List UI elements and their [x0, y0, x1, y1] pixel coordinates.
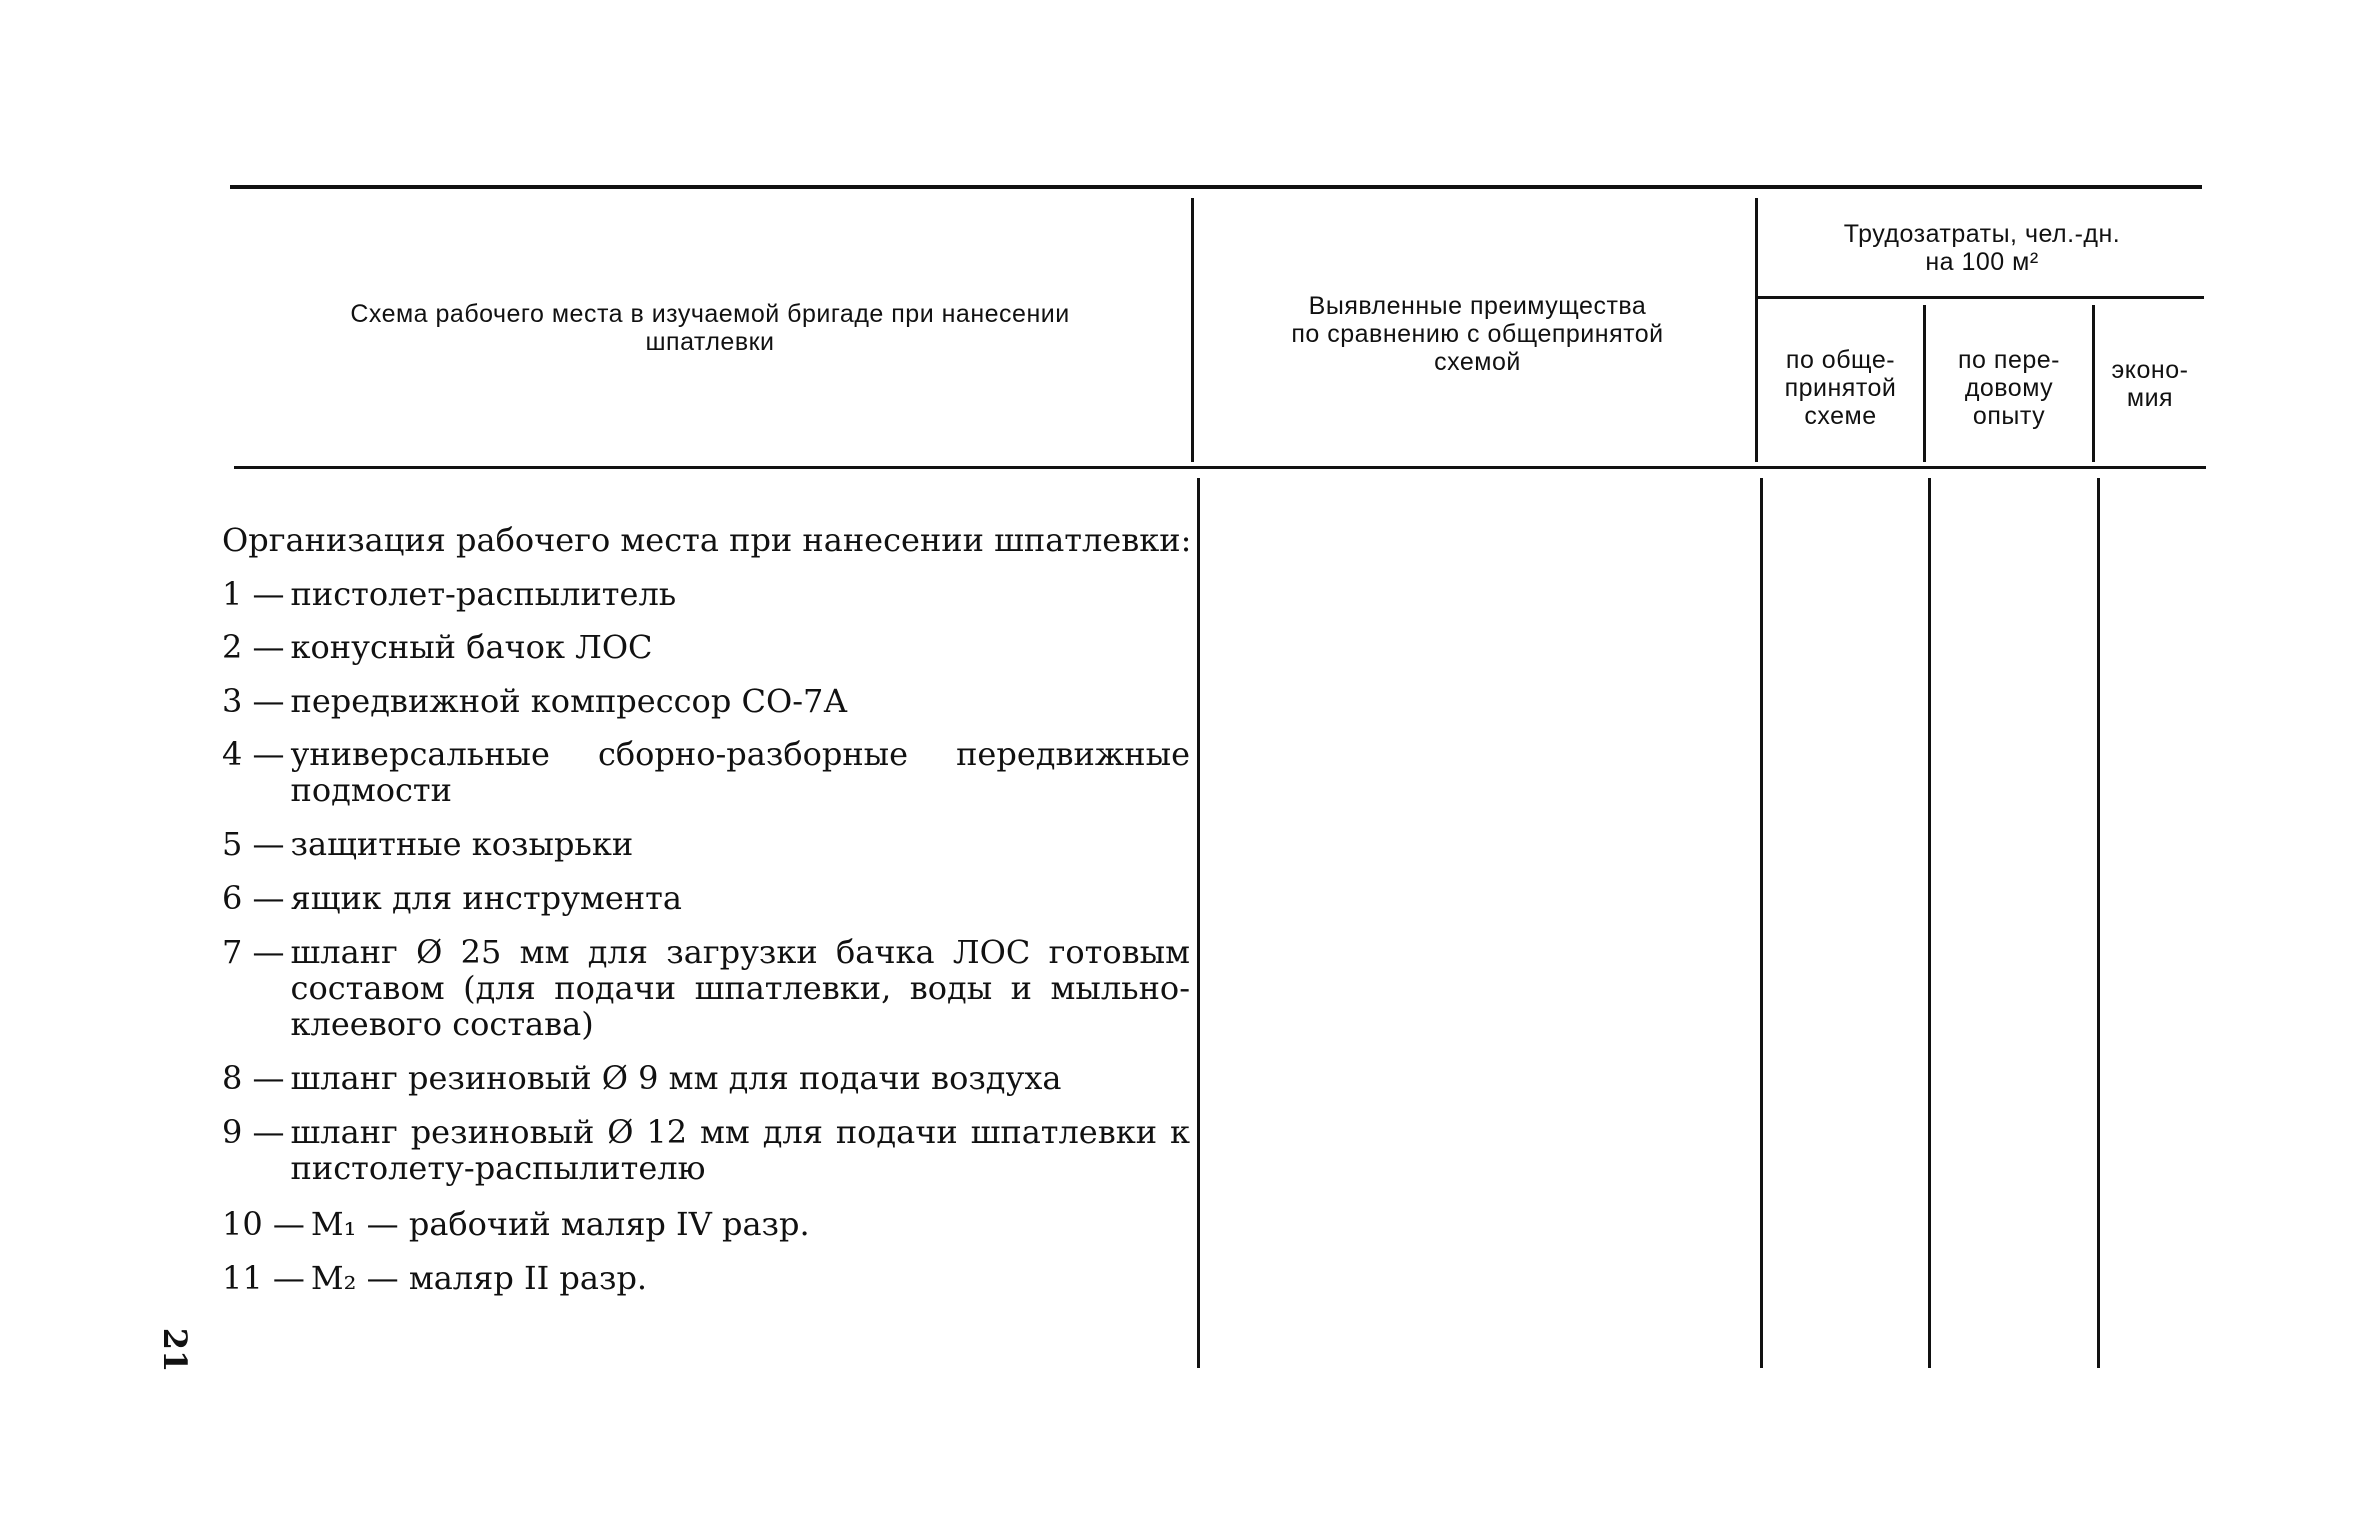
item-number: 2 — — [222, 628, 285, 666]
header-advanced: по пере- довому опыту — [1958, 346, 2060, 430]
list-item — [222, 934, 1190, 1042]
list-item — [222, 736, 1190, 808]
content-heading: Организация рабочего места при нанесении шпатлевки: — [222, 521, 1192, 559]
item-text: шланг резиновый Ø 12 мм для подачи шпатлевки к пистолету-распылителю — [290, 1113, 1190, 1187]
header-savings: эконо- мия — [2111, 356, 2189, 412]
item-number: 3 — — [222, 682, 285, 720]
list-item — [222, 826, 1190, 862]
header-scheme: Схема рабочего места в изучаемой бригаде при нанесении шпатлевки — [350, 300, 1070, 356]
list-item — [222, 1206, 1190, 1242]
item-text: M₂ — маляр II разр. — [310, 1259, 648, 1297]
item-text: ящик для инструмента — [290, 879, 682, 917]
body-divider-4 — [2097, 478, 2100, 1368]
list-item — [222, 1260, 1190, 1296]
item-text: пистолет-распылитель — [290, 575, 677, 613]
group-header-rule — [1756, 296, 2204, 299]
item-text: шланг резиновый Ø 9 мм для подачи воздуха — [290, 1059, 1062, 1097]
body-divider-2 — [1760, 478, 1763, 1368]
header-conventional: по обще- принятой схеме — [1784, 346, 1897, 430]
list-item — [222, 576, 1190, 612]
list-item — [222, 880, 1190, 916]
item-number: 7 — — [222, 933, 285, 971]
page-number: 21 — [156, 1327, 194, 1373]
header-divider-1 — [1191, 198, 1194, 462]
header-advantages: Выявленные преимущества по сравнению с общепринятой схемой — [1291, 292, 1664, 376]
item-text: шланг Ø 25 мм для загрузки бачка ЛОС готовым составом (для подачи шпатлевки, воды и мыльно-клеевого состава) — [290, 933, 1190, 1043]
body-divider-1 — [1197, 478, 1200, 1368]
table-top-rule — [230, 185, 2202, 189]
item-number: 4 — — [222, 735, 285, 773]
item-number: 6 — — [222, 879, 285, 917]
item-number: 1 — — [222, 575, 285, 613]
list-item — [222, 1114, 1190, 1186]
item-number: 5 — — [222, 825, 285, 863]
list-item — [222, 683, 1190, 719]
header-bottom-rule — [234, 466, 2206, 469]
item-text: передвижной компрессор СО-7А — [290, 682, 848, 720]
item-number: 10 — — [222, 1205, 305, 1243]
item-number: 8 — — [222, 1059, 285, 1097]
list-item — [222, 1060, 1190, 1096]
item-text: универсальные сборно-разборные передвижные подмости — [290, 735, 1190, 809]
item-text: защитные козырьки — [290, 825, 634, 863]
body-divider-3 — [1928, 478, 1931, 1368]
list-item — [222, 629, 1190, 665]
header-labor-costs: Трудозатраты, чел.-дн. на 100 м² — [1843, 220, 2121, 276]
item-text: конусный бачок ЛОС — [290, 628, 653, 666]
item-number: 9 — — [222, 1113, 285, 1151]
item-number: 11 — — [222, 1259, 305, 1297]
item-text: M₁ — рабочий маляр IV разр. — [310, 1205, 810, 1243]
